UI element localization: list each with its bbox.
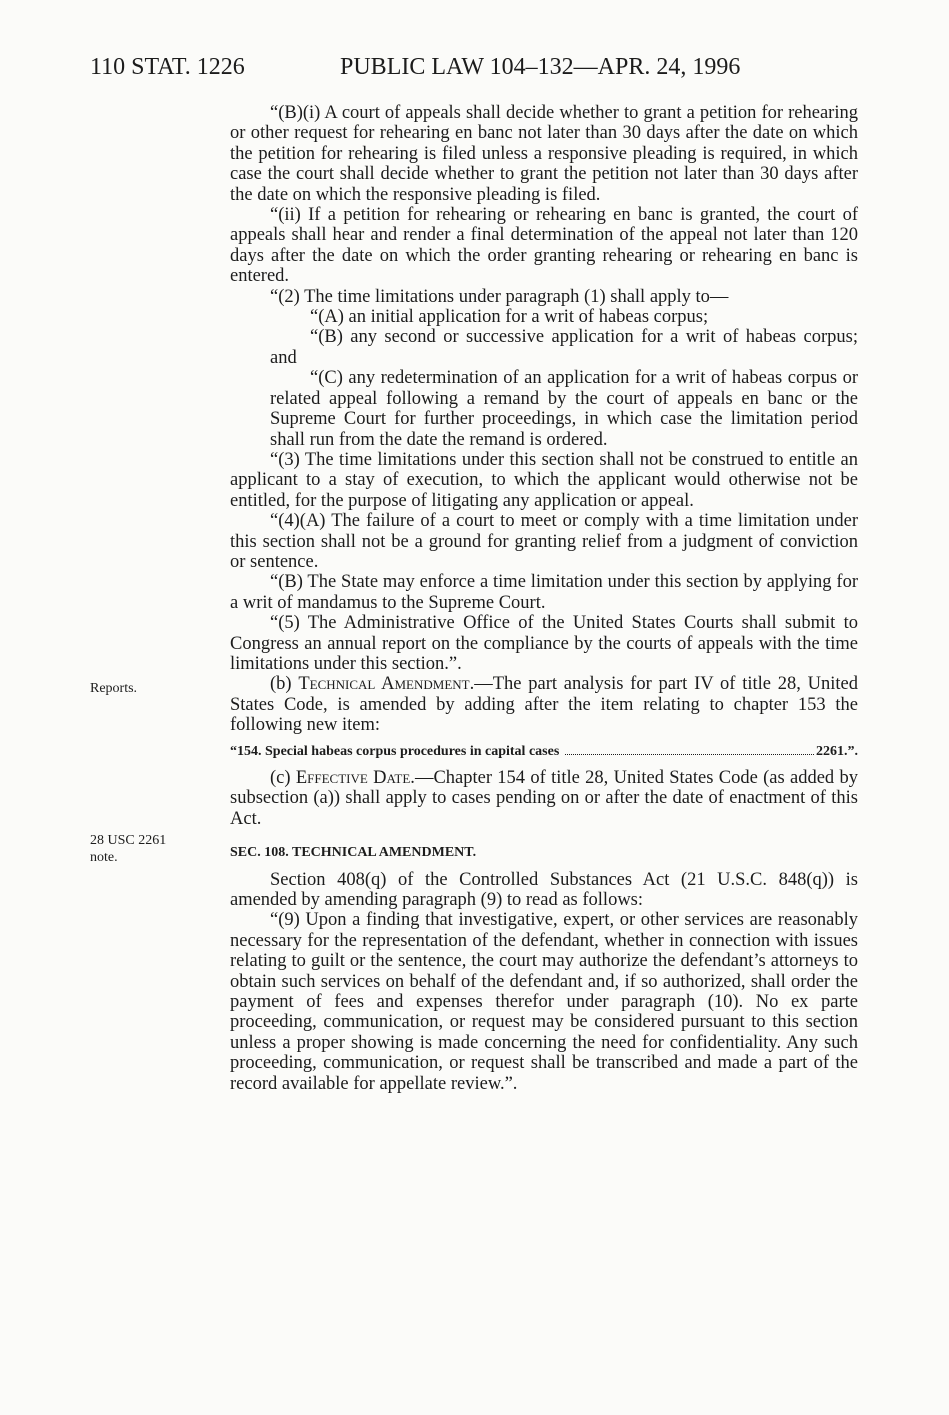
margin-note-usc: [90, 832, 166, 866]
toc-leader-dots: [565, 754, 814, 755]
subsection-b-caption: Technical Amendment.: [298, 674, 475, 695]
section-108-paragraph-9: “(9) Upon a finding that investigative, expert, or other services are reasonably necessary for the representation of the defendant, whether in connection with issues relating to guilt or the sentence, the court may authorize the defendant’s attorneys to obtain such services on behalf of the defendant and, if so authorized, shall order the payment of fees and expenses therefor under paragraph (10). No ex parte proceeding, communication, or request may be considered pursuant to this section unless a proper showing is made concerning the need for confidentiality. Any such proceeding, communication, or request shall be transcribed and made a part of the record available for appellate review.”.: [230, 910, 858, 1094]
paragraph-2c: “(C) any redetermination of an application for a writ of habeas corpus or related appeal following a remand by the court of appeals en banc or the Supreme Court for further proceedings, in which case the limitation period shall run from the date the remand is ordered.: [270, 368, 858, 450]
body-text: [230, 103, 858, 1094]
toc-entry-title: “154. Special habeas corpus procedures in capital cases: [230, 743, 560, 759]
subsection-c-caption: Effective Date.: [295, 768, 415, 788]
subsection-c-text: —Chapter 154 of title 28, United States Code (as added by subsection (a)) shall apply to cases pending on or after the date of enactment of this Act.: [230, 768, 858, 829]
paragraph-4a: “(4)(A) The failure of a court to meet or comply with a time limitation under this section shall not be a ground for granting relief from a judgment of conviction or sentence.: [230, 511, 858, 572]
toc-entry: [230, 742, 858, 762]
paragraph-2a: “(A) an initial application for a writ of habeas corpus;: [310, 307, 709, 328]
section-108-heading: SEC. 108. TECHNICAL AMENDMENT.: [230, 845, 477, 861]
paragraph-4b: “(B) The State may enforce a time limitation under this section by applying for a writ of mandamus to the Supreme Court.: [230, 572, 858, 613]
margin-note-usc-line2: note.: [90, 850, 118, 865]
page-stat-number: 110 STAT. 1226: [90, 54, 245, 80]
running-header: PUBLIC LAW 104–132—APR. 24, 1996: [340, 54, 741, 80]
margin-note-reports: Reports.: [90, 681, 138, 696]
paragraph-3: “(3) The time limitations under this section shall not be construed to entitle an applicant to a stay of execution, to which the applicant would otherwise not be entitled, for the purpose of litigating any application or appeal.: [230, 449, 858, 511]
toc-entry-page: 2261.”.: [816, 743, 858, 759]
section-108-intro: Section 408(q) of the Controlled Substances Act (21 U.S.C. 848(q)) is amended by amending paragraph (9) to read as follows:: [230, 869, 858, 911]
subsection-c: [230, 768, 858, 829]
paragraph-5: “(5) The Administrative Office of the United States Courts shall submit to Congress an annual report on the compliance by the courts of appeals with the time limitations under this section.”.: [230, 613, 858, 674]
paragraph-2: “(2) The time limitations under paragraph (1) shall apply to—: [270, 286, 729, 307]
subsection-b: [230, 674, 858, 735]
paragraph-2b: “(B) any second or successive application for a writ of habeas corpus; and: [270, 327, 858, 368]
subsection-b-label: (b): [270, 674, 299, 695]
paragraph-b-i: “(B)(i) A court of appeals shall decide whether to grant a petition for rehearing or other request for rehearing en banc not later than 30 days after the date on which the petition for rehearing is filed unless a responsive pleading is required, in which case the court shall decide whether to grant the petition not later than 30 days after the date on which the responsive pleading is filed.: [230, 103, 858, 205]
paragraph-b-ii: “(ii) If a petition for rehearing or rehearing en banc is granted, the court of appeals shall hear and render a final determination of the appeal not later than 120 days after the date on which the order granting rehearing or rehearing en banc is entered.: [230, 205, 858, 287]
subsection-b-text: —The part analysis for part IV of title 28, United States Code, is amended by adding after the item relating to chapter 153 the following new item:: [230, 674, 859, 736]
margin-note-usc-line1: 28 USC 2261: [90, 833, 167, 848]
subsection-c-label: (c): [270, 768, 296, 788]
